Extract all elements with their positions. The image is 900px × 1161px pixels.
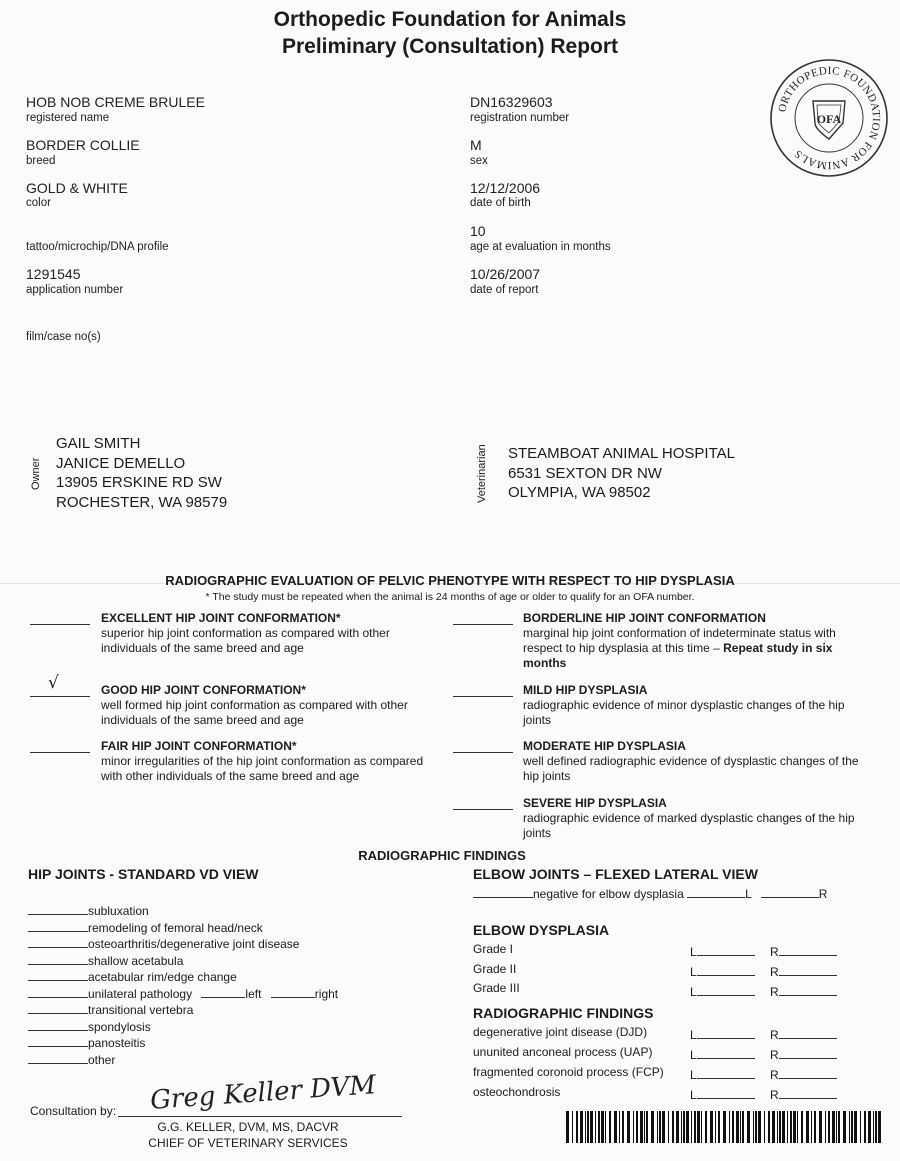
- elbow-negative-row: negative for elbow dysplasia L R: [473, 887, 827, 901]
- hip-finding-row: shallow acetabula: [28, 953, 338, 970]
- grade-label: Grade II: [473, 962, 517, 976]
- evaluation-note: * The study must be repeated when the animal is 24 months of age or older to qualify for an OFA number.: [205, 591, 695, 603]
- r-row: R: [770, 982, 837, 1002]
- l-blank[interactable]: [697, 1038, 755, 1039]
- excellent-checkbox-line[interactable]: [30, 624, 90, 625]
- category-desc-bold: Repeat study in six months: [523, 641, 833, 670]
- hip-finding-blank[interactable]: [28, 914, 88, 915]
- date-of-birth-value: 12/12/2006: [470, 180, 541, 196]
- elbow-finding-label: degenerative joint disease (DJD): [473, 1025, 648, 1039]
- seal-center-text: OFA: [816, 112, 842, 126]
- sex-label: sex: [470, 155, 488, 167]
- category-desc: superior hip joint conformation as compared with other individuals of the same breed and age: [101, 626, 390, 655]
- veterinarian-line: STEAMBOAT ANIMAL HOSPITAL: [508, 445, 735, 462]
- elbow-negative-blank[interactable]: [473, 897, 533, 898]
- category-borderline: [523, 611, 868, 671]
- elbow-r-column: [770, 942, 837, 1002]
- findings-l-column: [690, 1025, 755, 1105]
- category-good: [101, 683, 446, 728]
- elbow-dysplasia-title: ELBOW DYSPLASIA: [473, 922, 610, 938]
- r-row: R: [770, 962, 837, 982]
- r-blank[interactable]: [779, 1038, 837, 1039]
- l-row: L: [690, 982, 755, 1002]
- consultation-by-label: Consultation by:: [30, 1104, 117, 1118]
- grade-label: Grade I: [473, 942, 514, 956]
- hip-finding-blank[interactable]: [28, 997, 88, 998]
- hip-finding-row: transitional vertebra: [28, 1002, 338, 1019]
- category-desc: radiographic evidence of marked dysplastic changes of the hip joints: [523, 811, 855, 840]
- breed-label: breed: [26, 155, 56, 167]
- date-of-birth-label: date of birth: [470, 197, 531, 209]
- hip-finding-blank[interactable]: [28, 931, 88, 932]
- registered-name-label: registered name: [26, 112, 110, 124]
- elbow-finding-label: ununited anconeal process (UAP): [473, 1045, 653, 1059]
- hip-finding-row: acetabular rim/edge change: [28, 969, 338, 986]
- hip-finding-row: panosteitis: [28, 1035, 338, 1052]
- signer-name: G.G. KELLER, DVM, MS, DACVR: [157, 1120, 339, 1134]
- hip-joints-title: HIP JOINTS - STANDARD VD VIEW: [28, 866, 259, 882]
- elbow-finding-label: fragmented coronoid process (FCP): [473, 1065, 664, 1079]
- veterinarian-address: [508, 444, 735, 503]
- l-blank[interactable]: [697, 1098, 755, 1099]
- category-desc: minor irregularities of the hip joint conformation as compared with other individuals of the same breed and age: [101, 754, 424, 783]
- elbow-negative-l-blank[interactable]: [687, 897, 745, 898]
- owner-label: Owner: [30, 457, 42, 490]
- hip-finding-row: osteoarthritis/degenerative joint disease: [28, 936, 338, 953]
- r-blank[interactable]: [779, 955, 837, 956]
- l-blank[interactable]: [697, 995, 755, 996]
- category-excellent: [101, 611, 446, 656]
- category-severe: [523, 796, 868, 841]
- mild-checkbox-line[interactable]: [453, 696, 513, 697]
- application-number-label: application number: [26, 284, 124, 296]
- hip-finding-row: unilateral pathology left right: [28, 986, 338, 1003]
- hip-finding-blank[interactable]: [28, 1030, 88, 1031]
- signer-title: CHIEF OF VETERINARY SERVICES: [148, 1136, 348, 1150]
- l-blank[interactable]: [697, 1078, 755, 1079]
- l-row: L: [690, 1065, 755, 1085]
- category-desc: well defined radiographic evidence of dysplastic changes of the hip joints: [523, 754, 859, 783]
- veterinarian-line: OLYMPIA, WA 98502: [508, 484, 651, 501]
- category-title: SEVERE HIP DYSPLASIA: [523, 796, 667, 810]
- hip-finding-blank[interactable]: [28, 1046, 88, 1047]
- r-row: R: [770, 1045, 837, 1065]
- barcode: [566, 1111, 884, 1143]
- l-blank[interactable]: [697, 1058, 755, 1059]
- hip-finding-row: remodeling of femoral head/neck: [28, 920, 338, 937]
- hip-finding-row: subluxation: [28, 903, 338, 920]
- category-title: EXCELLENT HIP JOINT CONFORMATION*: [101, 611, 341, 625]
- signature-line: [118, 1116, 402, 1117]
- ofa-seal: [768, 57, 890, 179]
- r-blank[interactable]: [779, 1078, 837, 1079]
- elbow-joints-title: ELBOW JOINTS – FLEXED LATERAL VIEW: [473, 866, 758, 882]
- hip-finding-blank[interactable]: [28, 980, 88, 981]
- category-title: FAIR HIP JOINT CONFORMATION*: [101, 739, 297, 753]
- handwritten-signature: Greg Keller DVM: [149, 1070, 377, 1116]
- date-of-report-label: date of report: [470, 284, 539, 296]
- hip-finding-blank[interactable]: [28, 1063, 88, 1064]
- category-title: MODERATE HIP DYSPLASIA: [523, 739, 686, 753]
- film-case-label: film/case no(s): [26, 331, 101, 343]
- sex-value: M: [470, 137, 482, 153]
- breed-value: BORDER COLLIE: [26, 137, 140, 153]
- r-row: R: [770, 942, 837, 962]
- good-checkmark: √: [48, 673, 59, 693]
- owner-line: GAIL SMITH: [56, 435, 141, 452]
- veterinarian-label: Veterinarian: [476, 444, 488, 503]
- l-row: L: [690, 1045, 755, 1065]
- category-title: BORDERLINE HIP JOINT CONFORMATION: [523, 611, 766, 625]
- hip-findings-list: [28, 903, 338, 1068]
- l-row: L: [690, 962, 755, 982]
- r-row: R: [770, 1065, 837, 1085]
- elbow-negative-r-blank[interactable]: [761, 897, 819, 898]
- findings-heading: RADIOGRAPHIC FINDINGS: [358, 848, 526, 863]
- hip-finding-blank[interactable]: [28, 947, 88, 948]
- hip-finding-blank[interactable]: [28, 964, 88, 965]
- moderate-checkbox-line[interactable]: [453, 752, 513, 753]
- r-blank[interactable]: [779, 1058, 837, 1059]
- good-checkbox-line[interactable]: [30, 696, 90, 697]
- registered-name-value: HOB NOB CREME BRULEE: [26, 94, 205, 110]
- unilateral-left-blank[interactable]: [201, 997, 245, 998]
- hip-finding-row: spondylosis: [28, 1019, 338, 1036]
- fair-checkbox-line[interactable]: [30, 752, 90, 753]
- category-desc: marginal hip joint conformation of indeterminate status with respect to hip dysplasia at this time –: [523, 626, 836, 655]
- l-row: L: [690, 1025, 755, 1045]
- hip-finding-row: other: [28, 1052, 338, 1069]
- color-label: color: [26, 197, 51, 209]
- category-fair: [101, 739, 446, 784]
- grade-label: Grade III: [473, 981, 520, 995]
- l-row: L: [690, 1085, 755, 1105]
- l-blank[interactable]: [697, 955, 755, 956]
- r-blank[interactable]: [779, 975, 837, 976]
- borderline-checkbox-line[interactable]: [453, 624, 513, 625]
- report-title-line-2: Preliminary (Consultation) Report: [281, 35, 619, 58]
- hip-finding-blank[interactable]: [28, 1013, 88, 1014]
- color-value: GOLD & WHITE: [26, 180, 128, 196]
- r-row: R: [770, 1025, 837, 1045]
- r-row: R: [770, 1085, 837, 1105]
- r-blank[interactable]: [779, 1098, 837, 1099]
- report-title-line-1: Orthopedic Foundation for Animals: [273, 8, 627, 31]
- ofa-seal-icon: [768, 57, 890, 179]
- category-moderate: [523, 739, 868, 784]
- evaluation-heading: RADIOGRAPHIC EVALUATION OF PELVIC PHENOTYPE WITH RESPECT TO HIP DYSPLASIA: [165, 573, 735, 588]
- r-blank[interactable]: [779, 995, 837, 996]
- registration-number-value: DN16329603: [470, 94, 553, 110]
- age-value: 10: [470, 223, 486, 239]
- category-title: MILD HIP DYSPLASIA: [523, 683, 648, 697]
- owner-line: JANICE DEMELLO: [56, 454, 186, 472]
- l-blank[interactable]: [697, 975, 755, 976]
- seal-ring-text: ORTHOPEDIC FOUNDATION FOR ANIMALS: [776, 64, 883, 172]
- age-label: age at evaluation in months: [470, 241, 611, 253]
- owner-line: ROCHESTER, WA 98579: [56, 493, 228, 511]
- category-desc: well formed hip joint conformation as compared with other individuals of the same breed and age: [101, 698, 408, 727]
- unilateral-right-blank[interactable]: [271, 997, 315, 998]
- veterinarian-line: 6531 SEXTON DR NW: [508, 464, 662, 482]
- l-row: L: [690, 942, 755, 962]
- owner-address: [56, 434, 227, 512]
- category-mild: [523, 683, 868, 728]
- owner-line: 13905 ERSKINE RD SW: [56, 474, 222, 491]
- registration-number-label: registration number: [470, 112, 570, 124]
- findings-r-column: [770, 1025, 837, 1105]
- severe-checkbox-line[interactable]: [453, 809, 513, 810]
- elbow-l-column: [690, 942, 755, 1002]
- tattoo-label: tattoo/microchip/DNA profile: [26, 241, 169, 253]
- barcode-icon: [566, 1111, 884, 1143]
- elbow-findings-title: RADIOGRAPHIC FINDINGS: [473, 1005, 654, 1021]
- application-number-value: 1291545: [26, 266, 81, 282]
- category-title: GOOD HIP JOINT CONFORMATION*: [101, 683, 306, 697]
- category-desc: radiographic evidence of minor dysplastic changes of the hip joints: [523, 698, 845, 727]
- elbow-finding-label: osteochondrosis: [473, 1085, 561, 1099]
- date-of-report-value: 10/26/2007: [470, 266, 541, 282]
